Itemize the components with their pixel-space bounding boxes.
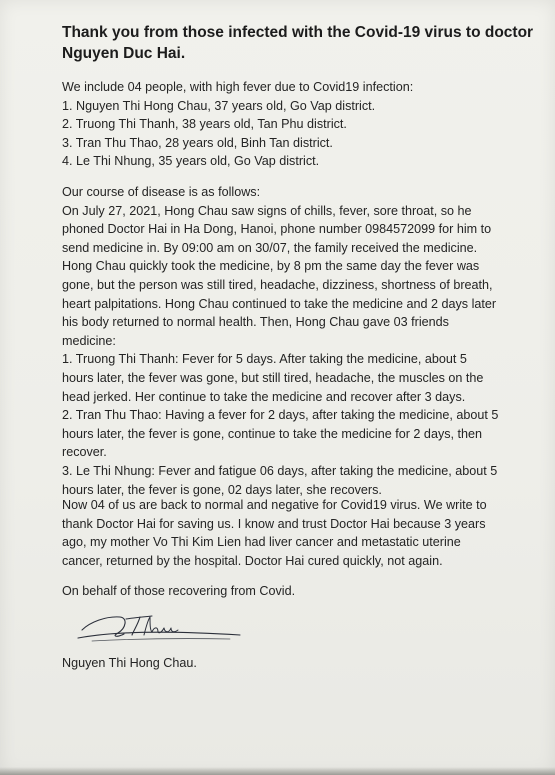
- signer-name: Nguyen Thi Hong Chau.: [62, 656, 197, 670]
- closing-line: Now 04 of us are back to normal and negative for Covid19 virus. We write to: [62, 498, 487, 512]
- closing-line: ago, my mother Vo Thi Kim Lien had liver cancer and metastatic uterine: [62, 535, 461, 550]
- course-line: 2. Tran Thu Thao: Having a fever for 2 days, after taking the medicine, about 5: [62, 408, 499, 423]
- intro-line: We include 04 people, with high fever due to Covid19 infection:: [62, 80, 414, 94]
- letter-title: [62, 22, 532, 64]
- course-line: heart palpitations. Hong Chau continued to take the medicine and 2 days later: [62, 296, 497, 311]
- course-line: hours later, the fever is gone, continue to take the medicine for 2 days, then: [62, 426, 483, 441]
- closing-line: thank Doctor Hai for saving us. I know and trust Doctor Hai because 3 years: [62, 516, 486, 531]
- course-line: hours later, the fever is gone, 02 days later, she recovers.: [62, 482, 382, 497]
- course-line: Hong Chau quickly took the medicine, by 8 pm the same day the fever was: [62, 259, 480, 274]
- course-line: Our course of disease is as follows:: [62, 185, 261, 199]
- course-line: his body returned to normal health. Then, Hong Chau gave 03 friends: [62, 315, 449, 330]
- course-line: medicine:: [62, 333, 116, 348]
- course-line: phoned Doctor Hai in Ha Dong, Hanoi, phone number 0984572099 for him to: [62, 222, 492, 237]
- title-line: Nguyen Duc Hai.: [62, 45, 186, 62]
- course-line: head jerked. Her continue to take the medicine and recover after 3 days.: [62, 389, 466, 404]
- course-line: hours later, the fever was gone, but still tired, headache, the muscles on the: [62, 370, 484, 385]
- patient-list-item: 3. Tran Thu Thao, 28 years old, Binh Tan district.: [62, 135, 333, 150]
- course-line: 1. Truong Thi Thanh: Fever for 5 days. After taking the medicine, about 5: [62, 352, 467, 367]
- on-behalf-line: On behalf of those recovering from Covid.: [62, 584, 296, 598]
- title-line: Thank you from those infected with the Covid-19 virus to doctor: [62, 24, 534, 41]
- patient-list-item: 1. Nguyen Thi Hong Chau, 37 years old, Go Vap district.: [62, 98, 376, 113]
- patient-list-item: 2. Truong Thi Thanh, 38 years old, Tan Phu district.: [62, 117, 347, 132]
- patient-list-item: 4. Le Thi Nhung, 35 years old, Go Vap district.: [62, 154, 320, 169]
- closing-paragraph: [62, 496, 532, 570]
- closing-line: cancer, returned by the hospital. Doctor Hai cured quickly, not again.: [62, 553, 443, 568]
- course-line: gone, but the person was still tired, headache, dizziness, shortness of breath,: [62, 277, 493, 292]
- intro-paragraph: [62, 78, 532, 171]
- course-line: 3. Le Thi Nhung: Fever and fatigue 06 days, after taking the medicine, about 5: [62, 463, 498, 478]
- handwritten-signature: [70, 608, 250, 650]
- course-line: On July 27, 2021, Hong Chau saw signs of chills, fever, sore throat, so he: [62, 203, 472, 218]
- course-line: send medicine in. By 09:00 am on 30/07, the family received the medicine.: [62, 240, 478, 255]
- course-of-disease-paragraph: [62, 183, 532, 499]
- course-line: recover.: [62, 445, 107, 460]
